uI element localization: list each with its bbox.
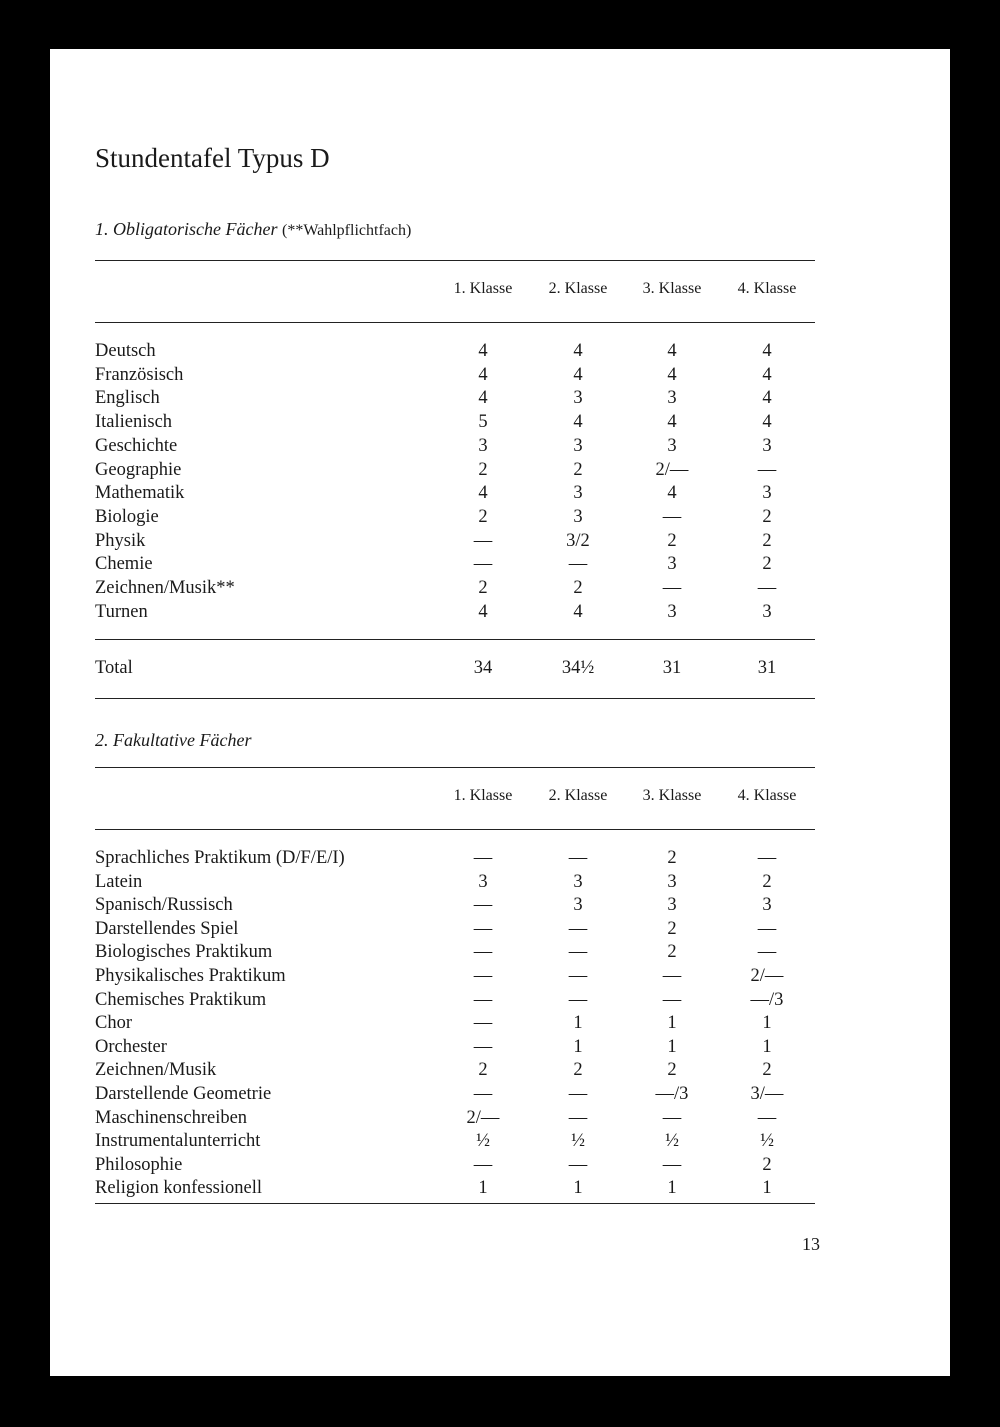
table-row [95, 1176, 815, 1200]
hours-cell: — [662, 989, 682, 1010]
hours-cell: 4 [478, 388, 488, 409]
hours-cell: 1 [573, 1036, 583, 1057]
hours-cell: 4 [762, 364, 772, 385]
hours-cell: 3/2 [566, 530, 590, 551]
hours-cell: — [473, 918, 493, 939]
hours-cell: 3 [667, 554, 677, 575]
table-row [95, 1011, 815, 1035]
hours-cell: 2 [478, 506, 488, 527]
hours-cell: 3 [573, 871, 583, 892]
hours-cell: 4 [478, 601, 488, 622]
subject-label: Latein [95, 871, 143, 892]
subject-label: Italienisch [95, 412, 173, 433]
table2-col-header: 2. Klasse [548, 787, 608, 804]
hours-cell: 3 [667, 435, 677, 456]
hours-cell: 2 [667, 918, 677, 939]
hours-cell: — [568, 942, 588, 963]
hours-cell: — [473, 895, 493, 916]
hours-cell: 1 [762, 1178, 772, 1199]
total-value: 34 [473, 658, 493, 678]
hours-cell: 2/— [655, 459, 689, 480]
hours-cell: 3 [762, 483, 772, 504]
table-row [95, 552, 815, 576]
hours-cell: 4 [478, 483, 488, 504]
table-row [95, 386, 815, 410]
hours-cell: — [473, 848, 493, 868]
subject-label: Zeichnen/Musik** [95, 578, 235, 598]
hours-cell: 4 [667, 412, 677, 433]
table-row [95, 481, 815, 505]
table-row [95, 940, 815, 964]
hours-cell: — [473, 530, 493, 551]
subject-label: Deutsch [95, 341, 156, 361]
hours-cell: 2 [573, 1060, 583, 1081]
table-row [95, 988, 815, 1012]
section1-note: (**Wahlpflichtfach) [281, 222, 412, 239]
subject-label: Zeichnen/Musik [95, 1060, 217, 1081]
hours-cell: 2/— [466, 1107, 500, 1128]
table-row [95, 363, 815, 387]
hours-cell: 1 [667, 1178, 677, 1199]
hours-cell: — [757, 578, 777, 598]
hours-cell: 2 [762, 871, 772, 892]
subject-label: Darstellendes Spiel [95, 918, 239, 939]
table-row [95, 870, 815, 894]
hours-cell: 3 [573, 895, 583, 916]
subject-label: Sprachliches Praktikum (D/F/E/I) [95, 848, 345, 868]
hours-cell: 4 [762, 388, 772, 409]
hours-cell: — [662, 1154, 682, 1175]
subject-label: Biologisches Praktikum [95, 942, 273, 963]
subject-label: Orchester [95, 1036, 167, 1057]
hours-cell: — [473, 1036, 493, 1057]
hours-cell: 2/— [750, 966, 784, 986]
table2-col-header: 4. Klasse [737, 787, 797, 804]
hours-cell: — [473, 1084, 493, 1104]
table-row [95, 458, 815, 482]
hours-cell: 4 [667, 483, 677, 504]
hours-cell: — [473, 554, 493, 575]
hours-cell: 3 [762, 601, 772, 622]
hours-cell: 1 [762, 1013, 772, 1034]
table2-header-row [95, 787, 815, 811]
hours-cell: —/3 [750, 989, 784, 1010]
section1-heading [95, 217, 411, 243]
subject-label: Turnen [95, 601, 148, 622]
hours-cell: ½ [665, 1131, 679, 1152]
section1-heading-text: 1. Obligatorische Fächer [95, 219, 278, 239]
hours-cell: — [568, 1154, 588, 1175]
subject-label: Physikalisches Praktikum [95, 966, 286, 986]
hours-cell: 4 [573, 601, 583, 622]
document-page [50, 49, 950, 1376]
hours-cell: 1 [573, 1178, 583, 1199]
hours-cell: 3 [667, 895, 677, 916]
table2-bottom-rule [95, 1203, 815, 1204]
hours-cell: 4 [667, 341, 677, 361]
hours-cell: ½ [760, 1131, 774, 1152]
page-number: 13 [802, 1234, 820, 1254]
hours-cell: — [662, 1107, 682, 1128]
section2-heading: 2. Fakultative Fächer [95, 730, 252, 750]
hours-cell: — [662, 966, 682, 986]
table1-col-header: 2. Klasse [548, 280, 608, 297]
hours-cell: 2 [667, 1060, 677, 1081]
hours-cell: 3/— [750, 1084, 784, 1104]
subject-label: Darstellende Geometrie [95, 1084, 272, 1104]
page-title: Stundentafel Typus D [95, 143, 330, 173]
hours-cell: — [662, 578, 682, 598]
table-row [95, 576, 815, 600]
table-row [95, 505, 815, 529]
hours-cell: 2 [762, 506, 772, 527]
total-value: 31 [662, 658, 682, 678]
table-row [95, 893, 815, 917]
hours-cell: — [568, 989, 588, 1010]
hours-cell: 3 [667, 601, 677, 622]
table-row [95, 434, 815, 458]
subject-label: Instrumentalunterricht [95, 1131, 261, 1152]
hours-cell: — [473, 1154, 493, 1175]
table-row [95, 1129, 815, 1153]
subject-label: Maschinenschreiben [95, 1107, 248, 1128]
table1-total-row [95, 656, 815, 680]
subject-label: Französisch [95, 364, 184, 385]
table1-total-rule [95, 639, 815, 640]
hours-cell: 3 [573, 483, 583, 504]
table-row [95, 600, 815, 624]
subject-label: Biologie [95, 506, 159, 527]
hours-cell: 2 [762, 554, 772, 575]
table-row [95, 1106, 815, 1130]
hours-cell: 4 [762, 341, 772, 361]
table1-header-rule [95, 322, 815, 323]
hours-cell: 3 [478, 435, 488, 456]
hours-cell: 2 [478, 459, 488, 480]
hours-cell: 2 [667, 530, 677, 551]
table1-header-row [95, 280, 815, 304]
hours-cell: 3 [573, 506, 583, 527]
table1-top-rule [95, 260, 815, 261]
hours-cell: 4 [573, 364, 583, 385]
hours-cell: 1 [573, 1013, 583, 1034]
table1-col-header: 4. Klasse [737, 280, 797, 297]
hours-cell: — [757, 848, 777, 868]
hours-cell: — [568, 1084, 588, 1104]
table-row [95, 964, 815, 988]
hours-cell: 4 [478, 364, 488, 385]
subject-label: Chemisches Praktikum [95, 989, 267, 1010]
hours-cell: — [662, 506, 682, 527]
hours-cell: — [473, 966, 493, 986]
hours-cell: 3 [478, 871, 488, 892]
hours-cell: — [757, 942, 777, 963]
table1-col-header: 3. Klasse [642, 280, 702, 297]
table2-header-rule [95, 829, 815, 830]
hours-cell: — [473, 989, 493, 1010]
hours-cell: 4 [762, 412, 772, 433]
subject-label: Physik [95, 530, 146, 551]
subject-label: Chemie [95, 554, 153, 575]
hours-cell: ½ [476, 1131, 490, 1152]
hours-cell: 2 [478, 1060, 488, 1081]
hours-cell: 2 [573, 459, 583, 480]
subject-label: Philosophie [95, 1154, 183, 1175]
hours-cell: — [757, 918, 777, 939]
hours-cell: 4 [573, 341, 583, 361]
total-label: Total [95, 658, 133, 678]
hours-cell: — [473, 942, 493, 963]
table-row [95, 1035, 815, 1059]
subject-label: Geschichte [95, 435, 178, 456]
hours-cell: 3 [762, 895, 772, 916]
hours-cell: ½ [571, 1131, 585, 1152]
table-row [95, 410, 815, 434]
hours-cell: 3 [573, 435, 583, 456]
subject-label: Mathematik [95, 483, 185, 504]
hours-cell: 2 [478, 578, 488, 598]
hours-cell: 2 [667, 942, 677, 963]
hours-cell: 2 [762, 1060, 772, 1081]
hours-cell: — [568, 554, 588, 575]
table-row [95, 1082, 815, 1106]
hours-cell: 1 [667, 1036, 677, 1057]
table-row [95, 1153, 815, 1177]
hours-cell: 2 [762, 530, 772, 551]
hours-cell: 1 [762, 1036, 772, 1057]
table-row [95, 846, 815, 870]
table1-bottom-rule [95, 698, 815, 699]
hours-cell: 4 [667, 364, 677, 385]
hours-cell: 3 [762, 435, 772, 456]
hours-cell: 1 [478, 1178, 488, 1199]
table2-col-header: 3. Klasse [642, 787, 702, 804]
hours-cell: 4 [478, 341, 488, 361]
hours-cell: — [568, 918, 588, 939]
hours-cell: 2 [573, 578, 583, 598]
hours-cell: 2 [667, 848, 677, 868]
table1-col-header: 1. Klasse [453, 280, 513, 297]
hours-cell: 3 [573, 388, 583, 409]
subject-label: Geographie [95, 459, 182, 480]
table2-top-rule [95, 767, 815, 768]
hours-cell: — [757, 459, 777, 480]
hours-cell: 3 [667, 871, 677, 892]
hours-cell: — [568, 848, 588, 868]
table-row [95, 1058, 815, 1082]
hours-cell: — [757, 1107, 777, 1128]
table-row [95, 339, 815, 363]
subject-label: Religion konfessionell [95, 1178, 262, 1199]
subject-label: Englisch [95, 388, 160, 409]
hours-cell: — [568, 1107, 588, 1128]
total-value: 34½ [561, 658, 595, 678]
subject-label: Chor [95, 1013, 132, 1034]
hours-cell: 4 [573, 412, 583, 433]
hours-cell: 5 [478, 412, 488, 433]
total-value: 31 [757, 658, 777, 678]
subject-label: Spanisch/Russisch [95, 895, 233, 916]
table-row [95, 529, 815, 553]
hours-cell: 3 [667, 388, 677, 409]
hours-cell: — [568, 966, 588, 986]
hours-cell: 2 [762, 1154, 772, 1175]
hours-cell: —/3 [655, 1084, 689, 1104]
hours-cell: — [473, 1013, 493, 1034]
table2-col-header: 1. Klasse [453, 787, 513, 804]
hours-cell: 1 [667, 1013, 677, 1034]
table-row [95, 917, 815, 941]
